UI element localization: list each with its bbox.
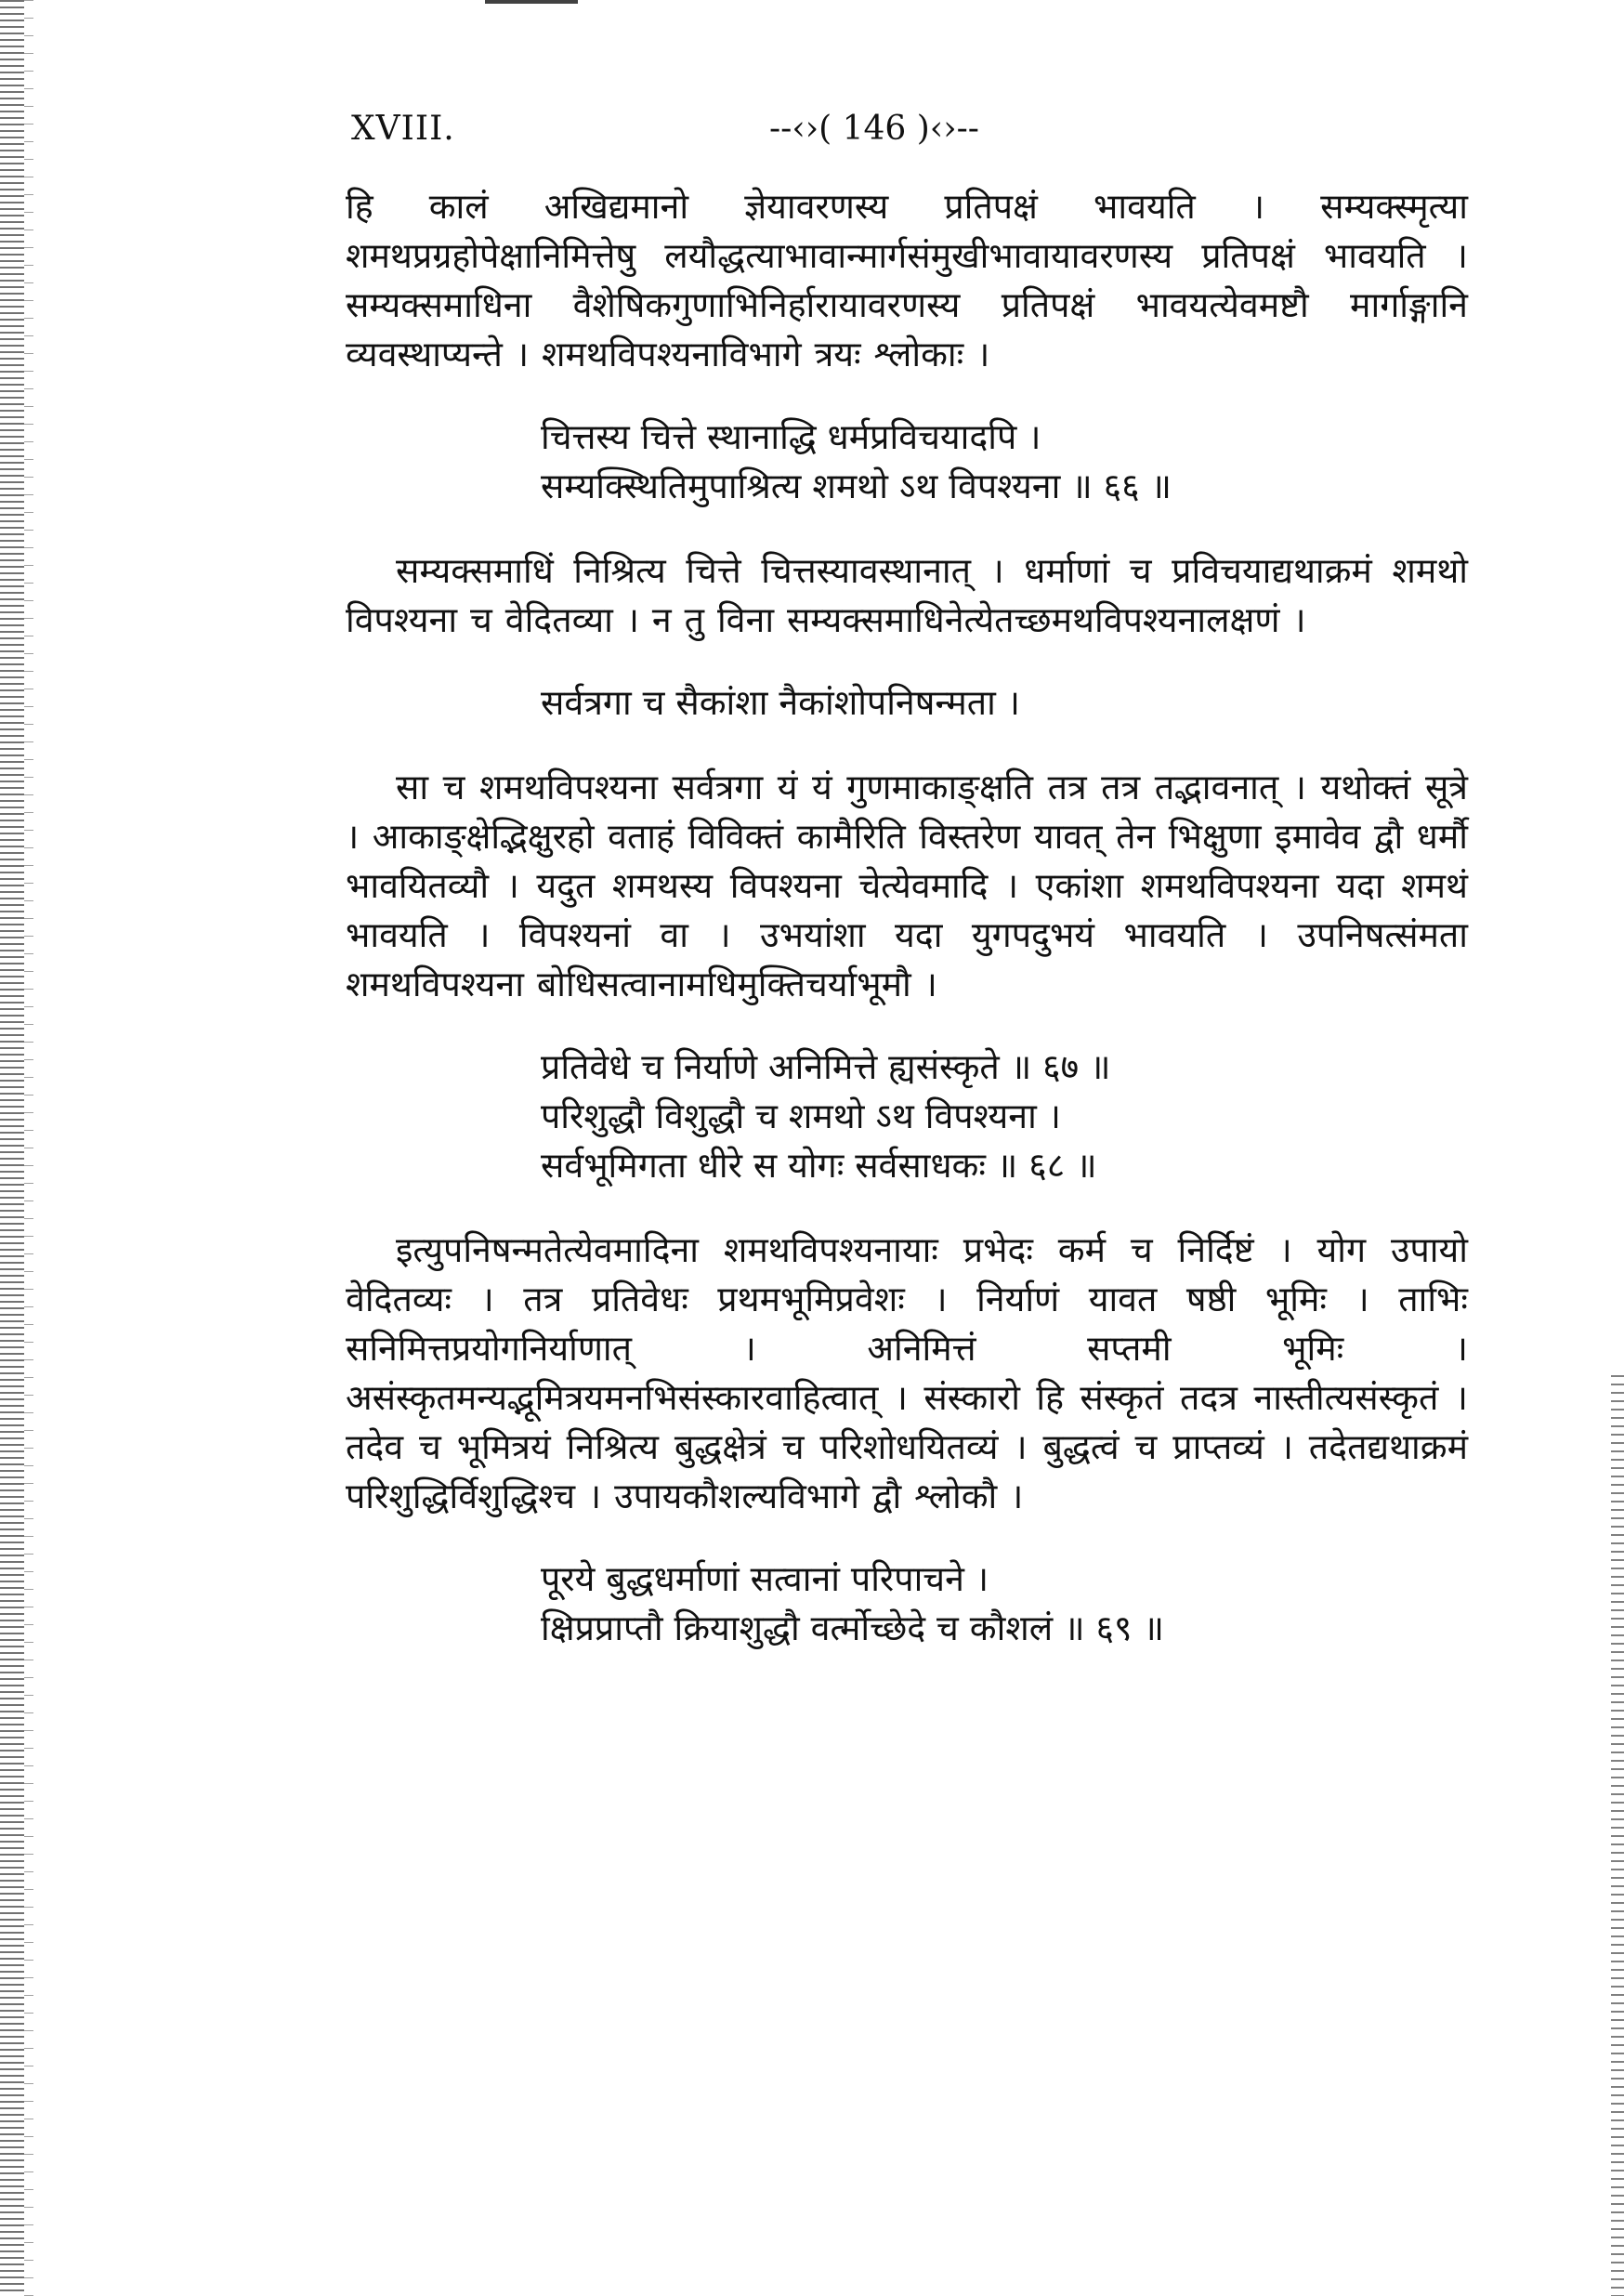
verse-69 [346,1555,1468,1653]
scan-binding-edge [0,0,24,2296]
verse-line: चित्तस्य चित्ते स्थानाद्धि धर्मप्रविचयादपि । [541,416,1041,457]
verse-line: सर्वभूमिगता धीरे स योगः सर्वसाधकः ॥ ६८ ॥ [541,1145,1097,1186]
page-body [346,182,1468,1653]
paragraph-2: सम्यक्समाधिं निश्रित्य चित्ते चित्तस्यावस्थानात् । धर्माणां च प्रविचयाद्यथाक्रमं शमथो विपश्यना च वेदितव्या । न तु विना सम्यक्समाधिनेत्येतच्छमथविपश्यनालक्षणं । [346,550,1468,640]
page-header [351,110,1466,165]
paragraph-3: सा च शमथविपश्यना सर्वत्रगा यं यं गुणमाकाङ्क्षति तत्र तत्र तद्भावनात् । यथोक्तं सूत्रे । आकाङ्क्षेद्भिक्षुरहो वताहं विविक्तं कामैरिति विस्तरेण यावत् तेन भिक्षुणा इमावेव द्वौ धर्मौ भावयितव्यौ । यदुत शमथस्य विपश्यना चेत्येवमादि । एकांशा शमथविपश्यना यदा शमथं भावयति । विपश्यनां वा । उभयांशा यदा युगपदुभयं भावयति । उपनिषत्संमता शमथविपश्यना बोधिसत्वानामधिमुक्तिचर्याभूमौ । [346,767,1468,1004]
paragraph-4: इत्युपनिषन्मतेत्येवमादिना शमथविपश्यनायाः प्रभेदः कर्म च निर्दिष्टं । योग उपायो वेदितव्यः । तत्र प्रतिवेधः प्रथमभूमिप्रवेशः । निर्याणं यावत षष्ठी भूमिः । ताभिः सनिमित्तप्रयोगनिर्याणात् । अनिमित्तं सप्तमी भूमिः । असंस्कृतमन्यद्भूमित्रयमनभिसंस्कारवाहित्वात् । संस्कारो हि संस्कृतं तदत्र नास्तीत्यसंस्कृतं । तदेव च भूमित्रयं निश्रित्य बुद्धक्षेत्रं च परिशोधयितव्यं । बुद्धत्वं च प्राप्तव्यं । तदेतद्यथाक्रमं परिशुद्धिर्विशुद्धिश्च । उपायकौशल्यविभागे द्वौ श्लोकौ । [346,1229,1468,1516]
verse-66 [346,413,1468,511]
verse-line: पूरये बुद्धधर्माणां सत्वानां परिपाचने । [541,1558,989,1599]
verse-line: परिशुद्धौ विशुद्धौ च शमथो ऽथ विपश्यना । [541,1096,1061,1136]
paragraph-1: हि कालं अखिद्यमानो ज्ञेयावरणस्य प्रतिपक्षं भावयति । सम्यक्स्मृत्या शमथप्रग्रहोपेक्षानिमित्तेषु लयौद्धत्याभावान्मार्गसंमुखीभावायावरणस्य प्रतिपक्षं भावयति । सम्यक्समाधिना वैशेषिकगुणाभिनिर्हारायावरणस्य प्रतिपक्षं भावयत्येवमष्टौ मार्गाङ्गानि व्यवस्थाप्यन्ते । शमथविपश्यनाविभागे त्रयः श्लोकाः । [346,186,1468,374]
verse-line: क्षिप्रप्राप्तौ क्रियाशुद्धौ वर्त्मोच्छेदे च कौशलं ॥ ६९ ॥ [541,1607,1164,1648]
scan-top-mark [485,0,578,4]
verse-partial [346,678,1468,728]
scan-binding-shadow [24,0,33,2296]
chapter-number: XVIII. [351,110,455,148]
scan-right-edge [1611,1375,1624,2296]
verse-line: सर्वत्रगा च सैकांशा नैकांशोपनिषन्मता । [541,682,1020,723]
verse-line: प्रतिवेधे च निर्याणे अनिमित्ते ह्यसंस्कृते ॥ ६७ ॥ [541,1046,1111,1087]
verse-line: सम्यक्स्थितिमुपाश्रित्य शमथो ऽथ विपश्यना ॥ ६६ ॥ [541,466,1172,506]
page-number: --‹›( 146 )‹›-- [769,110,979,148]
verse-67-68 [346,1043,1468,1190]
